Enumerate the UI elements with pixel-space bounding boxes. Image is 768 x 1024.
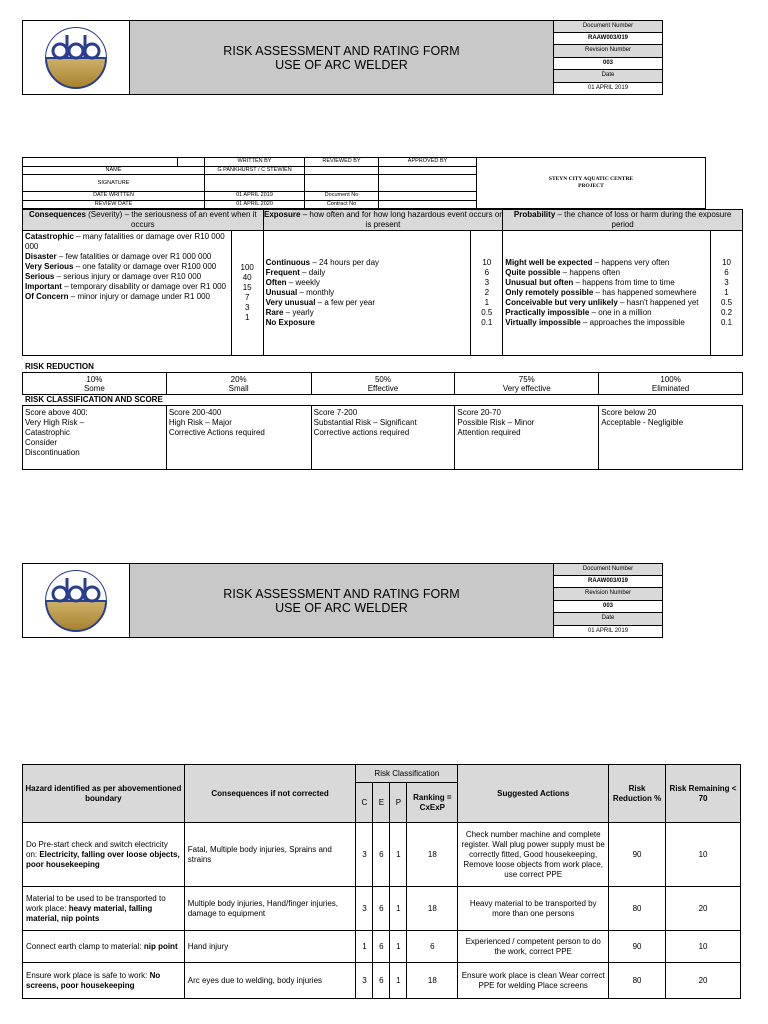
classification-cell: Score 20-70 Possible Risk – Minor Attention required <box>455 406 599 470</box>
exposure-list <box>263 231 471 356</box>
col-risk-remaining: Risk Remaining < 70 <box>666 765 741 823</box>
contract-no-label: Contract No <box>305 200 379 209</box>
reduction-value: 80 <box>609 963 666 999</box>
revision-number: 003 <box>553 601 663 614</box>
ranking-value: 18 <box>407 887 458 931</box>
date-value: 01 APRIL 2019 <box>553 83 663 96</box>
title-line-1: RISK ASSESSMENT AND RATING FORM <box>223 586 460 601</box>
form-title <box>130 20 553 95</box>
reduction-value: 90 <box>609 931 666 963</box>
list-item: Often – weekly <box>265 278 320 287</box>
document-no-label: Document No <box>305 192 379 201</box>
action-cell: Check number machine and complete register. Wall plug power supply must be correctly fitted, Good housekeeping, Remove loose objects from work place, use correct PPE <box>458 823 609 887</box>
col-risk-reduction: Risk Reduction % <box>609 765 666 823</box>
reviewed-by-label: REVIEWED BY <box>305 158 379 167</box>
list-item: Disaster – few fatalities or damage over R1 000 000 <box>25 252 212 261</box>
col-hazard: Hazard identified as per abovementioned boundary <box>23 765 185 823</box>
risk-reduction-table <box>22 372 743 395</box>
list-item: Of Concern – minor injury or damage under R1 000 <box>25 292 210 301</box>
table-row <box>23 823 741 887</box>
col-consequences: Consequences if not corrected <box>184 765 356 823</box>
reduction-value: 80 <box>609 887 666 931</box>
p-value: 1 <box>390 823 407 887</box>
list-item: Catastrophic – many fatalities or damage over R10 000 000 <box>25 232 225 251</box>
value: 0.1 <box>720 318 733 327</box>
c-value: 3 <box>356 963 373 999</box>
consequence-values <box>231 231 263 356</box>
value: 1 <box>724 288 729 297</box>
ranking-value: 18 <box>407 963 458 999</box>
table-row <box>23 887 741 931</box>
list-item: Practically impossible – one in a million <box>505 308 652 317</box>
action-cell: Ensure work place is clean Wear correct PPE for welding Place screens <box>458 963 609 999</box>
classification-cell: Score below 20 Acceptable - Negligible <box>599 406 743 470</box>
doc-number-label: Document Number <box>553 20 663 33</box>
table-row <box>23 963 741 999</box>
value: 2 <box>484 288 490 297</box>
col-e: E <box>373 783 390 823</box>
approved-by-label: APPROVED BY <box>379 158 477 167</box>
name-label: NAME <box>23 166 205 175</box>
value: 1 <box>244 313 250 322</box>
doc-number: RAAW003/019 <box>553 33 663 46</box>
value: 0.2 <box>720 308 733 317</box>
review-date: 01 APRIL 2020 <box>205 200 305 209</box>
list-item: Unusual – monthly <box>265 288 335 297</box>
doc-number-label: Document Number <box>553 563 663 576</box>
value: 6 <box>484 268 490 277</box>
company-logo <box>22 563 130 638</box>
col-ranking: Ranking = CxExP <box>407 783 458 823</box>
remaining-value: 10 <box>666 931 741 963</box>
value: 10 <box>482 258 492 267</box>
date-written-label: DATE WRITTEN <box>23 192 205 201</box>
hazard-table <box>22 764 741 999</box>
col-p: P <box>390 783 407 823</box>
remaining-value: 20 <box>666 887 741 931</box>
value: 0.1 <box>481 318 493 327</box>
c-value: 3 <box>356 887 373 931</box>
date-label: Date <box>553 613 663 626</box>
consequences-heading: Consequences (Severity) – the seriousness of an event when it occurs <box>23 210 264 231</box>
consequence-cell: Multiple body injuries, Hand/finger injuries, damage to equipment <box>184 887 356 931</box>
signature-label: SIGNATURE <box>23 175 205 192</box>
reduction-value: 90 <box>609 823 666 887</box>
reduction-cell: 75% Very effective <box>455 373 599 395</box>
document-meta <box>553 20 663 95</box>
consequences-list <box>23 231 232 356</box>
date-value: 01 APRIL 2019 <box>553 626 663 639</box>
value: 10 <box>722 258 731 267</box>
company-logo <box>22 20 130 95</box>
p-value: 1 <box>390 963 407 999</box>
probability-list <box>503 231 711 356</box>
project-name <box>477 158 706 209</box>
list-item: No Exposure <box>265 318 315 327</box>
doc-number: RAAW003/019 <box>553 576 663 589</box>
e-value: 6 <box>373 931 390 963</box>
value: 3 <box>484 278 490 287</box>
probability-values <box>711 231 743 356</box>
p-value: 1 <box>390 887 407 931</box>
list-item: Continuous – 24 hours per day <box>265 258 380 267</box>
value: 15 <box>242 283 252 292</box>
date-label: Date <box>553 70 663 83</box>
remaining-value: 10 <box>666 823 741 887</box>
probability-heading: Probability – the chance of loss or harm during the exposure period <box>503 210 743 231</box>
review-date-label: REVIEW DATE <box>23 200 205 209</box>
list-item: Very unusual – a few per year <box>265 298 376 307</box>
value: 3 <box>724 278 729 287</box>
signature-table <box>22 157 706 209</box>
consequence-cell: Fatal, Multiple body injuries, Sprains and strains <box>184 823 356 887</box>
list-item: Rare – yearly <box>265 308 314 317</box>
classification-table <box>22 405 743 470</box>
list-item: Virtually impossible – approaches the impossible <box>505 318 685 327</box>
classification-cell: Score above 400: Very High Risk – Catastrophic Consider Discontinuation <box>23 406 167 470</box>
form-header-2 <box>22 563 642 638</box>
title-line-2: USE OF ARC WELDER <box>275 600 408 615</box>
reduction-cell: 50% Effective <box>311 373 455 395</box>
c-value: 3 <box>356 823 373 887</box>
rating-table <box>22 209 743 356</box>
classification-cell: Score 200-400 High Risk – Major Corrective Actions required <box>166 406 311 470</box>
classification-cell: Score 7-200 Substantial Risk – Significant Corrective actions required <box>311 406 455 470</box>
value: 0.5 <box>481 308 493 317</box>
value: 0.5 <box>720 298 733 307</box>
value: 3 <box>244 303 250 312</box>
date-written: 01 APRIL 2019 <box>205 192 305 201</box>
name-value: G PANKHURST / C STEWIEN <box>205 166 305 175</box>
project-line-2: PROJECT <box>578 183 604 189</box>
col-c: C <box>356 783 373 823</box>
exposure-heading: Exposure – how often and for how long hazardous event occurs or is present <box>264 210 502 229</box>
revision-label: Revision Number <box>553 45 663 58</box>
action-cell: Experienced / competent person to do the work, correct PPE <box>458 931 609 963</box>
col-suggested-actions: Suggested Actions <box>458 765 609 823</box>
exposure-values <box>471 231 503 356</box>
e-value: 6 <box>373 823 390 887</box>
list-item: Serious – serious injury or damage over R10 000 <box>25 272 202 281</box>
reduction-cell: 20% Small <box>166 373 311 395</box>
title-line-2: USE OF ARC WELDER <box>275 57 408 72</box>
hazard-cell: Connect earth clamp to material: nip point <box>23 931 185 963</box>
revision-label: Revision Number <box>553 588 663 601</box>
action-cell: Heavy material to be transported by more than one persons <box>458 887 609 931</box>
col-risk-classification: Risk Classification <box>356 765 458 783</box>
list-item: Frequent – daily <box>265 268 326 277</box>
list-item: Might well be expected – happens very often <box>505 258 670 267</box>
risk-reduction-title: RISK REDUCTION <box>25 362 94 371</box>
remaining-value: 20 <box>666 963 741 999</box>
e-value: 6 <box>373 963 390 999</box>
value: 40 <box>242 273 252 282</box>
hazard-cell: Ensure work place is safe to work: No screens, poor housekeeping <box>23 963 185 999</box>
list-item: Very Serious – one fatality or damage over R100 000 <box>25 262 217 271</box>
document-meta <box>553 563 663 638</box>
title-line-1: RISK ASSESSMENT AND RATING FORM <box>223 43 460 58</box>
consequence-cell: Hand injury <box>184 931 356 963</box>
hazard-cell: Do Pre-start check and switch electricity on: Electricity, falling over loose objects, poor housekeeping <box>23 823 185 887</box>
form-title <box>130 563 553 638</box>
p-value: 1 <box>390 931 407 963</box>
value: 6 <box>724 268 729 277</box>
consequence-cell: Arc eyes due to welding, body injuries <box>184 963 356 999</box>
list-item: Only remotely possible – has happened somewhere <box>505 288 697 297</box>
value: 1 <box>484 298 490 307</box>
ranking-value: 6 <box>407 931 458 963</box>
list-item: Important – temporary disability or damage over R1 000 <box>25 282 226 291</box>
project-line-1: STEYN CITY AQUATIC CENTRE <box>548 176 634 182</box>
list-item: Unusual but often – happens from time to time <box>505 278 675 287</box>
form-header-1 <box>22 20 642 95</box>
value: 100 <box>240 263 254 272</box>
reduction-cell: 10% Some <box>23 373 167 395</box>
reduction-cell: 100% Eliminated <box>599 373 743 395</box>
list-item: Conceivable but very unlikely – hasn't happened yet <box>505 298 699 307</box>
table-row <box>23 931 741 963</box>
revision-number: 003 <box>553 58 663 71</box>
classification-title: RISK CLASSIFICATION AND SCORE <box>25 395 163 404</box>
written-by-label: WRITTEN BY <box>205 158 305 167</box>
hazard-cell: Material to be used to be transported to work place: heavy material, falling material, nip points <box>23 887 185 931</box>
e-value: 6 <box>373 887 390 931</box>
value: 7 <box>244 293 250 302</box>
list-item: Quite possible – happens often <box>505 268 621 277</box>
ranking-value: 18 <box>407 823 458 887</box>
c-value: 1 <box>356 931 373 963</box>
